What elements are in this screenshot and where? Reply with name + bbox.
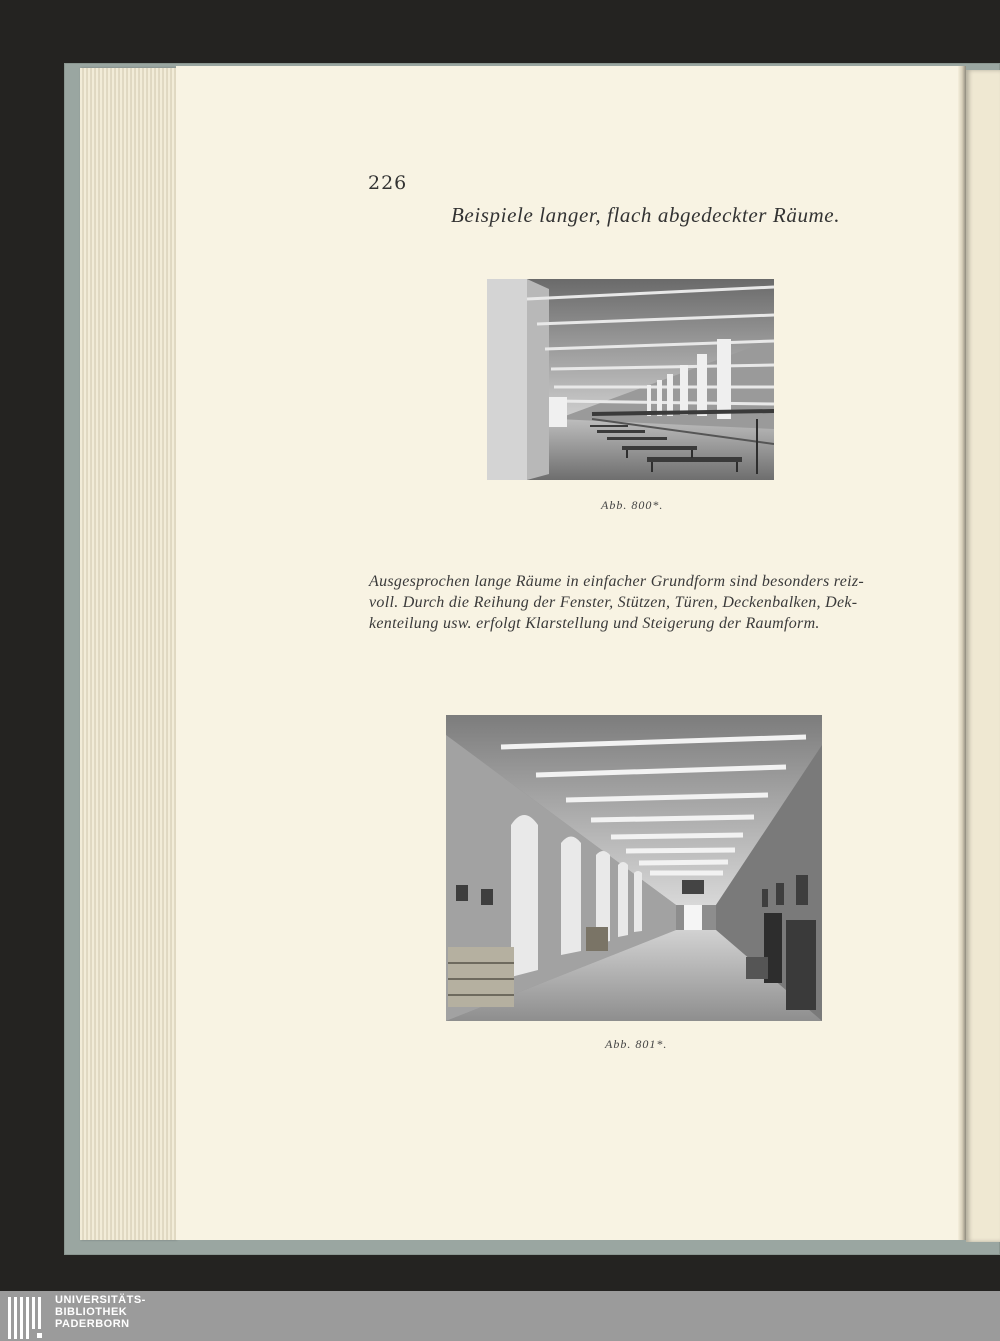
library-footer-bar [0, 1291, 1000, 1341]
page-number: 226 [368, 172, 408, 194]
footer-line-2: BIBLIOTHEK [55, 1306, 128, 1318]
figure-800-caption: Abb. 800*. [601, 498, 664, 512]
page-stack-edge [80, 68, 176, 1240]
library-logo-icon [8, 1297, 46, 1339]
footer-line-3: PADERBORN [55, 1318, 130, 1330]
book-page [176, 66, 964, 1240]
body-line: voll. Durch die Reihung der Fenster, Stützen, Türen, Deckenbalken, Dek- [369, 594, 858, 611]
body-paragraph [369, 571, 909, 634]
hall-photo-illustration [487, 279, 774, 480]
body-line: kenteilung usw. erfolgt Klarstellung und Steigerung der Raumform. [369, 615, 820, 632]
gallery-photo-illustration [446, 715, 822, 1021]
body-line: Ausgesprochen lange Räume in einfacher Grundform sind besonders reiz- [369, 573, 865, 590]
figure-801-photo [446, 715, 822, 1021]
figure-801-caption: Abb. 801*. [605, 1037, 668, 1051]
footer-line-1: UNIVERSITÄTS- [55, 1294, 146, 1306]
figure-800-photo [487, 279, 774, 480]
page-heading: Beispiele langer, flach abgedeckter Räume. [451, 203, 841, 227]
facing-page-edge [966, 70, 1000, 1242]
page-gutter [958, 66, 966, 1240]
